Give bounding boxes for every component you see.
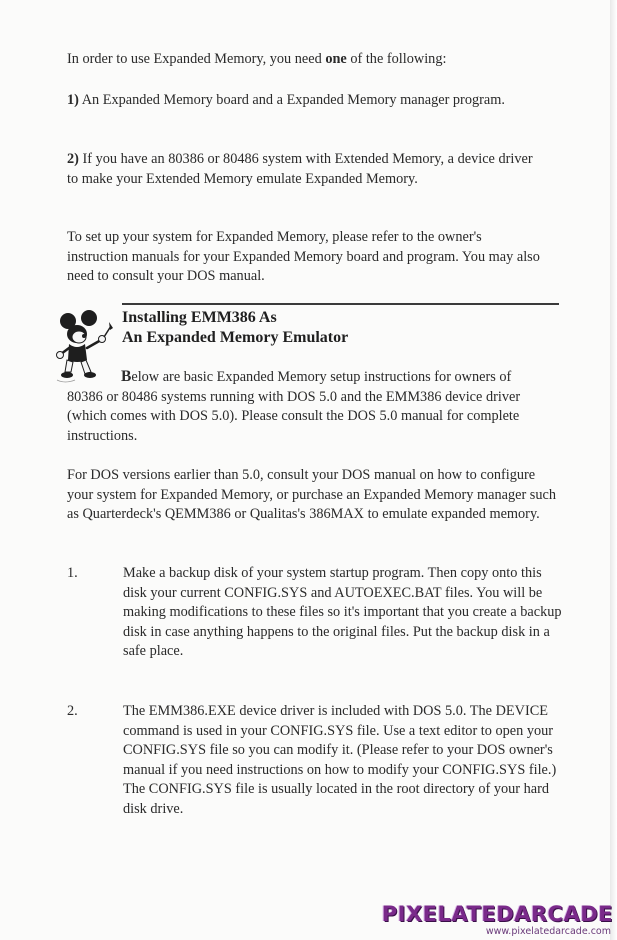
intro-paragraph [67, 50, 567, 70]
step-2-number: 2. [67, 703, 78, 719]
step-2-text: The EMM386.EXE device driver is included with DOS 5.0. The DEVICE command is used in your CONFIG.SYS file. Use a text editor to open your CONFIG.SYS file so you can modify it. (Please refer to your DOS owner's manual if you need instructions on how to modify your CONFIG.SYS file.) The CONFIG.SYS file is usually located in the root directory of your hard disk drive. [123, 703, 557, 817]
option-2-number: 2) [67, 151, 79, 167]
watermark-url: www.pixelatedarcade.com [485, 926, 611, 937]
earlier-dos-paragraph: For DOS versions earlier than 5.0, consult your DOS manual on how to configure your system for Expanded Memory, or purchase an Expanded Memory manager such as Quarterdeck's QEMM386 or Qualitas's 386MAX to emulate expanded memory. [67, 467, 556, 522]
option-2 [67, 150, 542, 189]
section-heading [122, 308, 542, 348]
option-1 [67, 91, 547, 111]
section-heading-line-1: Installing EMM386 As [122, 309, 277, 326]
section-rule [122, 303, 559, 305]
intro-lead: In order to use Expanded Memory, you need [67, 51, 326, 67]
watermark-logo: PIXELATEDARCADE [381, 902, 613, 926]
step-1-number: 1. [67, 565, 78, 581]
page-edge [610, 0, 617, 940]
below-paragraph [67, 367, 547, 446]
setup-paragraph: To set up your system for Expanded Memory, please refer to the owner's instruction manuals for your Expanded Memory board and program. You may also need to consult your DOS manual. [67, 229, 540, 284]
option-1-text: An Expanded Memory board and a Expanded Memory manager program. [78, 92, 505, 108]
below-paragraph-text: elow are basic Expanded Memory setup instructions for owners of 80386 or 80486 systems running with DOS 5.0 and the EMM386 device driver (which comes with DOS 5.0). Please consult the DOS 5.0 manual for complete instructions. [67, 369, 521, 444]
section-heading-line-2: An Expanded Memory Emulator [122, 329, 349, 346]
option-2-text: If you have an 80386 or 80486 system with Extended Memory, a device driver to make your Extended Memory emulate Expanded Memory. [67, 151, 533, 187]
intro-emphasis: one [325, 51, 347, 67]
step-1-text: Make a backup disk of your system startup program. Then copy onto this disk your current CONFIG.SYS and AUTOEXEC.BAT files. You will be making modifications to these files so it's important that you create a backup disk in case anything happens to the original files. Put the backup disk in a safe place. [123, 565, 562, 659]
drop-cap: B [121, 368, 132, 385]
intro-tail: of the following: [346, 51, 447, 67]
option-1-number: 1) [67, 92, 79, 108]
